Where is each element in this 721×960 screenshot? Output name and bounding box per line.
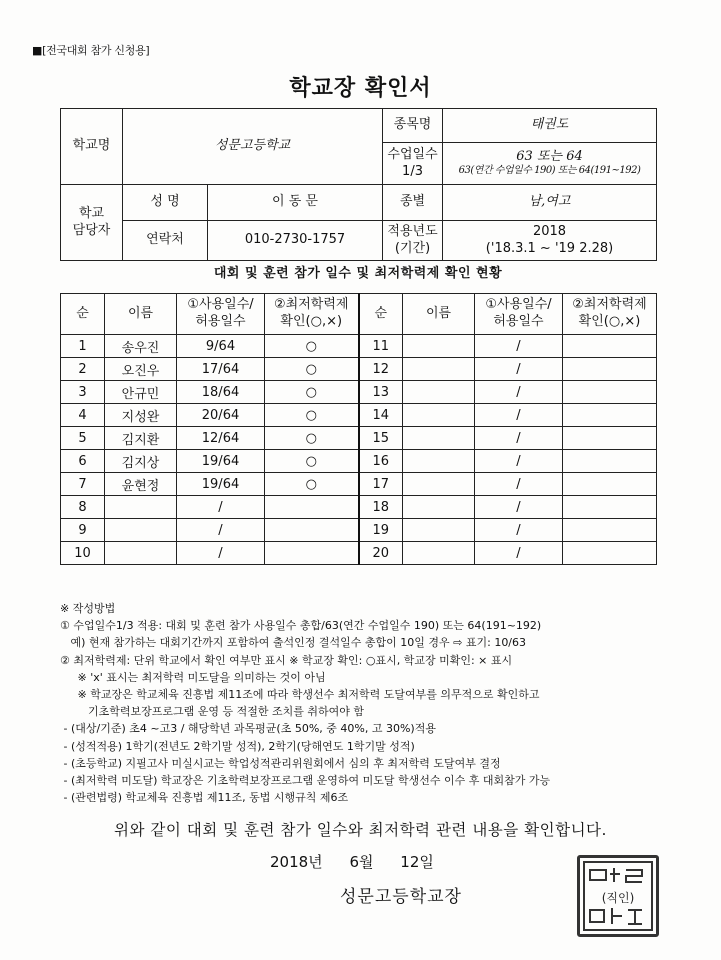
cell-name: 지성완 — [105, 404, 177, 427]
table-row — [61, 358, 657, 381]
header-academic-line2: 확인(○,×) — [280, 314, 343, 329]
instruction-line: ※ 'x' 표시는 최저학력 미도달을 의미하는 것이 아님 — [60, 670, 326, 684]
header-num-right: 순 — [359, 294, 403, 335]
cell-name — [403, 542, 475, 565]
cell-num: 17 — [359, 473, 403, 496]
cell-check — [563, 358, 657, 381]
participation-table — [60, 293, 657, 565]
official-seal — [577, 855, 659, 937]
cell-days: / — [475, 542, 563, 565]
year-label-line1: 적용년도 — [387, 224, 438, 240]
sport-value: 태권도 — [443, 109, 657, 143]
cell-name — [105, 519, 177, 542]
cell-num: 7 — [61, 473, 105, 496]
school-name: 성문고등학교 — [123, 109, 383, 185]
table-row — [61, 381, 657, 404]
cell-days: / — [177, 542, 265, 565]
header-days-line2: 허용일수 — [195, 314, 246, 329]
page-title: 학교장 확인서 — [289, 76, 432, 101]
contact-label: 연락처 — [123, 221, 208, 261]
principal-title: 성문고등학교장 — [340, 887, 462, 907]
cell-days: / — [177, 519, 265, 542]
year-value: 2018 — [532, 224, 567, 240]
confirmation-statement: 위와 같이 대회 및 훈련 참가 일수와 최저학력 관련 내용을 확인합니다. — [114, 821, 607, 839]
table-row — [61, 519, 657, 542]
cell-check — [563, 496, 657, 519]
cell-num: 9 — [61, 519, 105, 542]
cell-num: 6 — [61, 450, 105, 473]
cell-check: ○ — [265, 473, 359, 496]
header-days-right — [475, 294, 563, 335]
table-row — [61, 427, 657, 450]
instructions-heading: ※ 작성방법 — [60, 602, 116, 615]
cell-num: 19 — [359, 519, 403, 542]
cell-num: 16 — [359, 450, 403, 473]
cell-days: 12/64 — [177, 427, 265, 450]
cell-num: 18 — [359, 496, 403, 519]
instruction-line: - (초등학교) 지필고사 미실시교는 학업성적관리위원회에서 심의 후 최저학력 도달여부 결정 — [60, 756, 501, 770]
header-name-left: 이름 — [105, 294, 177, 335]
staff-label-line2: 담당자 — [72, 222, 111, 238]
table-row — [61, 542, 657, 565]
instruction-line: - (최저학력 미도달) 학교장은 기초학력보장프로그램 운영하여 미도달 학생선수 이수 후 대회참가 가능 — [60, 774, 551, 788]
cell-name: 김지상 — [105, 450, 177, 473]
cell-name — [403, 473, 475, 496]
cell-num: 15 — [359, 427, 403, 450]
cell-check — [265, 519, 359, 542]
staff-label-line1: 학교 — [78, 206, 105, 222]
cell-num: 5 — [61, 427, 105, 450]
table-row — [61, 450, 657, 473]
cell-days: 9/64 — [177, 335, 265, 358]
cell-name: 안규민 — [105, 381, 177, 404]
cell-name — [403, 496, 475, 519]
date-day: 12일 — [400, 853, 434, 871]
instruction-line: - (대상/기준) 초4 ~고3 / 해당학년 과목평균(초 50%, 중 40%, 고 30%)적용 — [60, 722, 436, 736]
cell-name — [403, 358, 475, 381]
year-label — [383, 221, 443, 261]
cell-check: ○ — [265, 358, 359, 381]
instruction-line: ※ 학교장은 학교체육 진흥법 제11조에 따라 학생선수 최저학력 도달여부를 의무적으로 확인하고 — [60, 688, 540, 702]
cell-check — [563, 450, 657, 473]
header-academic-line2: 확인(○,×) — [578, 314, 641, 329]
cell-days: / — [475, 473, 563, 496]
cell-name: 김지환 — [105, 427, 177, 450]
cell-days: / — [475, 335, 563, 358]
cell-check: ○ — [265, 404, 359, 427]
table-row — [61, 404, 657, 427]
seal-icon — [580, 858, 656, 934]
info-table — [60, 108, 657, 261]
cell-check — [563, 381, 657, 404]
cell-days: 19/64 — [177, 450, 265, 473]
cell-num: 2 — [61, 358, 105, 381]
cell-check — [563, 519, 657, 542]
cell-days: / — [475, 381, 563, 404]
cell-name — [403, 404, 475, 427]
cell-days: 18/64 — [177, 381, 265, 404]
cell-check — [563, 473, 657, 496]
cell-num: 1 — [61, 335, 105, 358]
days-label-line2: 1/3 — [402, 163, 423, 179]
cell-days: / — [177, 496, 265, 519]
instruction-line: - (관련법령) 학교체육 진흥법 제11조, 동법 시행규칙 제6조 — [60, 791, 349, 805]
cell-check: ○ — [265, 427, 359, 450]
cell-num: 14 — [359, 404, 403, 427]
cell-name: 송우진 — [105, 335, 177, 358]
name-value: 이 동 문 — [208, 185, 383, 221]
gender-label: 종별 — [383, 185, 443, 221]
instruction-line: ① 수업일수1/3 적용: 대회 및 훈련 참가 사용일수 총합/63(연간 수업일수 190) 또는 64(191~192) — [60, 619, 542, 633]
header-days-line1: ①사용일수/ — [187, 297, 254, 313]
cell-name — [105, 542, 177, 565]
period-value: ('18.3.1 ~ '19 2.28) — [485, 240, 614, 256]
school-label: 학교명 — [61, 109, 123, 185]
days-value-cell — [443, 143, 657, 185]
cell-num: 11 — [359, 335, 403, 358]
year-label-line2: (기간) — [394, 240, 431, 256]
days-label-line1: 수업일수 — [387, 147, 438, 163]
cell-check — [265, 496, 359, 519]
days-note: 63(연간 수업일수 190) 또는 64(191~192) — [458, 165, 641, 177]
cell-days: / — [475, 427, 563, 450]
header-academic-right — [563, 294, 657, 335]
cell-check — [563, 404, 657, 427]
cell-name — [403, 381, 475, 404]
instruction-line: 예) 현재 참가하는 대회기간까지 포함하여 출석인정 결석일수 총합이 10일 경우 ⇨ 표기: 10/63 — [60, 636, 527, 650]
cell-num: 8 — [61, 496, 105, 519]
cell-days: 17/64 — [177, 358, 265, 381]
instructions — [60, 600, 680, 806]
contact-value: 010-2730-1757 — [208, 221, 383, 261]
cell-days: / — [475, 404, 563, 427]
cell-num: 20 — [359, 542, 403, 565]
cell-num: 4 — [61, 404, 105, 427]
form-tag: ■[전국대회 참가 신청용] — [32, 44, 150, 57]
cell-check — [563, 335, 657, 358]
cell-name — [403, 450, 475, 473]
staff-label — [61, 185, 123, 261]
instruction-line: 기초학력보장프로그램 운영 등 적절한 조치를 취하여야 함 — [60, 705, 364, 719]
cell-num: 10 — [61, 542, 105, 565]
header-academic-line1: ②최저학력제 — [274, 297, 349, 313]
name-label: 성 명 — [123, 185, 208, 221]
cell-num: 13 — [359, 381, 403, 404]
cell-check: ○ — [265, 450, 359, 473]
cell-days: 19/64 — [177, 473, 265, 496]
cell-name — [403, 335, 475, 358]
table-row — [61, 335, 657, 358]
cell-days: 20/64 — [177, 404, 265, 427]
instruction-line: ② 최저학력제: 단위 학교에서 확인 여부만 표시 ※ 학교장 확인: ○표시, 학교장 미확인: × 표시 — [60, 653, 513, 667]
cell-name — [105, 496, 177, 519]
instruction-line: - (성적적용) 1학기(전년도 2학기말 성적), 2학기(당해연도 1학기말 성적) — [60, 739, 415, 753]
year-value-cell — [443, 221, 657, 261]
cell-days: / — [475, 519, 563, 542]
cell-name: 윤현정 — [105, 473, 177, 496]
table-row — [61, 473, 657, 496]
cell-num: 3 — [61, 381, 105, 404]
cell-name: 오진우 — [105, 358, 177, 381]
cell-check — [265, 542, 359, 565]
header-name-right: 이름 — [403, 294, 475, 335]
cell-check: ○ — [265, 381, 359, 404]
cell-num: 12 — [359, 358, 403, 381]
cell-name — [403, 519, 475, 542]
cell-name — [403, 427, 475, 450]
cell-check: ○ — [265, 335, 359, 358]
gender-value: 남,여고 — [443, 185, 657, 221]
header-academic-left — [265, 294, 359, 335]
header-days-line2: 허용일수 — [493, 314, 544, 329]
signing-date — [270, 851, 456, 872]
sport-label: 종목명 — [383, 109, 443, 143]
header-days-left — [177, 294, 265, 335]
cell-check — [563, 427, 657, 450]
cell-days: / — [475, 496, 563, 519]
seal-text: (직인) — [601, 891, 635, 905]
cell-days: / — [475, 358, 563, 381]
days-label — [383, 143, 443, 185]
date-year: 2018년 — [270, 853, 323, 871]
cell-check — [563, 542, 657, 565]
table-row — [61, 496, 657, 519]
days-value: 63 또는 64 — [516, 149, 583, 165]
date-month: 6월 — [349, 853, 374, 871]
header-days-line1: ①사용일수/ — [485, 297, 552, 313]
header-num-left: 순 — [61, 294, 105, 335]
header-academic-line1: ②최저학력제 — [572, 297, 647, 313]
section-title: 대회 및 훈련 참가 일수 및 최저학력제 확인 현황 — [213, 266, 503, 281]
cell-days: / — [475, 450, 563, 473]
